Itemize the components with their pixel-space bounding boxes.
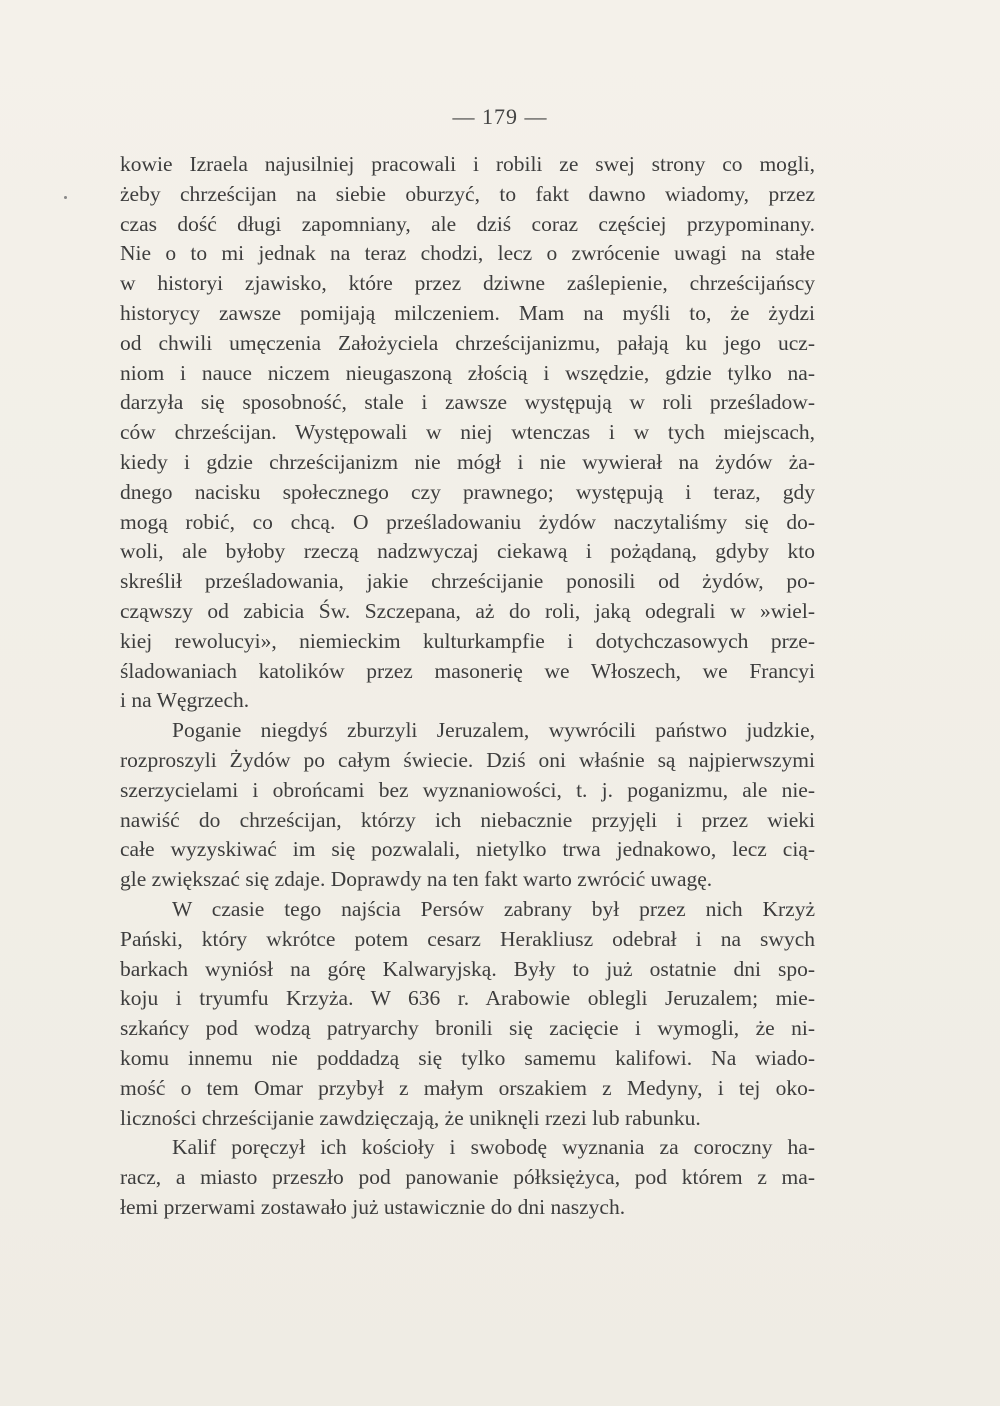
margin-mark (64, 196, 67, 199)
text-line: od chwili umęczenia Założyciela chrześcijanizmu, pałają ku jego ucz- (120, 330, 815, 355)
text-line: Poganie niegdyś zburzyli Jeruzalem, wywrócili państwo judzkie, (172, 718, 815, 743)
text-line: całe wyzyskiwać im się pozwalali, nietylko trwa jednakowo, lecz cią- (120, 837, 815, 862)
text-line: liczności chrześcijanie zawdzięczają, że uniknęli rzezi lub rabunku. (120, 1105, 701, 1130)
text-line: czas dość długi zapomniany, ale dziś coraz częściej przypominany. (120, 211, 815, 236)
text-line: racz, a miasto przeszło pod panowanie półksiężyca, pod którem z ma- (120, 1165, 815, 1190)
text-line: kowie Izraela najusilniej pracowali i robili ze swej strony co mogli, (120, 152, 815, 176)
page-number: — 179 — (452, 104, 548, 129)
text-line: kiedy i gdzie chrześcijanizm nie mógł i nie wywierał na żydów ża- (120, 449, 815, 474)
text-line: koju i tryumfu Krzyża. W 636 r. Arabowie oblegli Jeruzalem; mie- (120, 986, 815, 1011)
text-line: dnego nacisku społecznego czy prawnego; występują i teraz, gdy (120, 479, 815, 504)
text-line: woli, ale byłoby rzeczą nadzwyczaj ciekawą i pożądaną, gdyby kto (120, 539, 815, 564)
text-line: szerzycielami i obrońcami bez wyznaniowości, t. j. poganizmu, ale nie- (120, 777, 815, 802)
text-line: Kalif poręczył ich kościoły i swobodę wyznania za coroczny ha- (172, 1135, 815, 1160)
text-line: łemi przerwami zostawało już ustawicznie do dni naszych. (120, 1194, 626, 1219)
text-line: kiej rewolucyi», niemieckim kulturkampfie i dotychczasowych prze- (120, 628, 815, 653)
text-line: gle zwiększać się zdaje. Doprawdy na ten fakt warto zwrócić uwagę. (120, 867, 713, 892)
text-line: śladowaniach katolików przez masonerię we Włoszech, we Francyi (120, 658, 815, 683)
text-line: barkach wyniósł na górę Kalwaryjską. Były to już ostatnie dni spo- (120, 956, 815, 981)
body-text (120, 150, 815, 1223)
text-line: komu innemu nie poddadzą się tylko samemu kalifowi. Na wiado- (120, 1045, 815, 1070)
text-line: W czasie tego najścia Persów zabrany był przez nich Krzyż (172, 896, 815, 921)
text-line: darzyła się sposobność, stale i zawsze występują w roli prześladow- (120, 390, 815, 415)
text-line: historycy zawsze pomijają milczeniem. Mam na myśli to, że żydzi (120, 300, 815, 325)
text-line: mogą robić, co chcą. O prześladowaniu żydów naczytaliśmy się do- (120, 509, 815, 534)
text-line: i na Węgrzech. (120, 688, 250, 713)
text-line: cząwszy od zabicia Św. Szczepana, aż do roli, jaką odegrali w »wiel- (120, 598, 815, 623)
text-line: szkańcy pod wodzą patryarchy bronili się zacięcie i wymogli, że ni- (120, 1016, 815, 1041)
text-line: ców chrześcijan. Występowali w niej wtenczas i w tych miejscach, (120, 420, 815, 445)
text-line: Pański, który wkrótce potem cesarz Herakliusz odebrał i na swych (120, 926, 815, 951)
text-line: żeby chrześcijan na siebie oburzyć, to fakt dawno wiadomy, przez (120, 181, 815, 206)
text-line: w historyi zjawisko, które przez dziwne zaślepienie, chrześcijańscy (120, 271, 815, 296)
text-line: Nie o to mi jednak na teraz chodzi, lecz o zwrócenie uwagi na stałe (120, 241, 815, 266)
text-line: rozproszyli Żydów po całym świecie. Dziś oni właśnie są najpierwszymi (120, 747, 815, 772)
text-line: niom i nauce niczem nieugaszoną złością i wszędzie, gdzie tylko na- (120, 360, 815, 385)
text-line: skreślił prześladowania, jakie chrześcijanie ponosili od żydów, po- (120, 569, 815, 594)
text-line: nawiść do chrześcijan, którzy ich niebacznie przyjęli i przez wieki (120, 807, 815, 832)
text-line: mość o tem Omar przybył z małym orszakiem z Medyny, i tej oko- (120, 1075, 815, 1100)
